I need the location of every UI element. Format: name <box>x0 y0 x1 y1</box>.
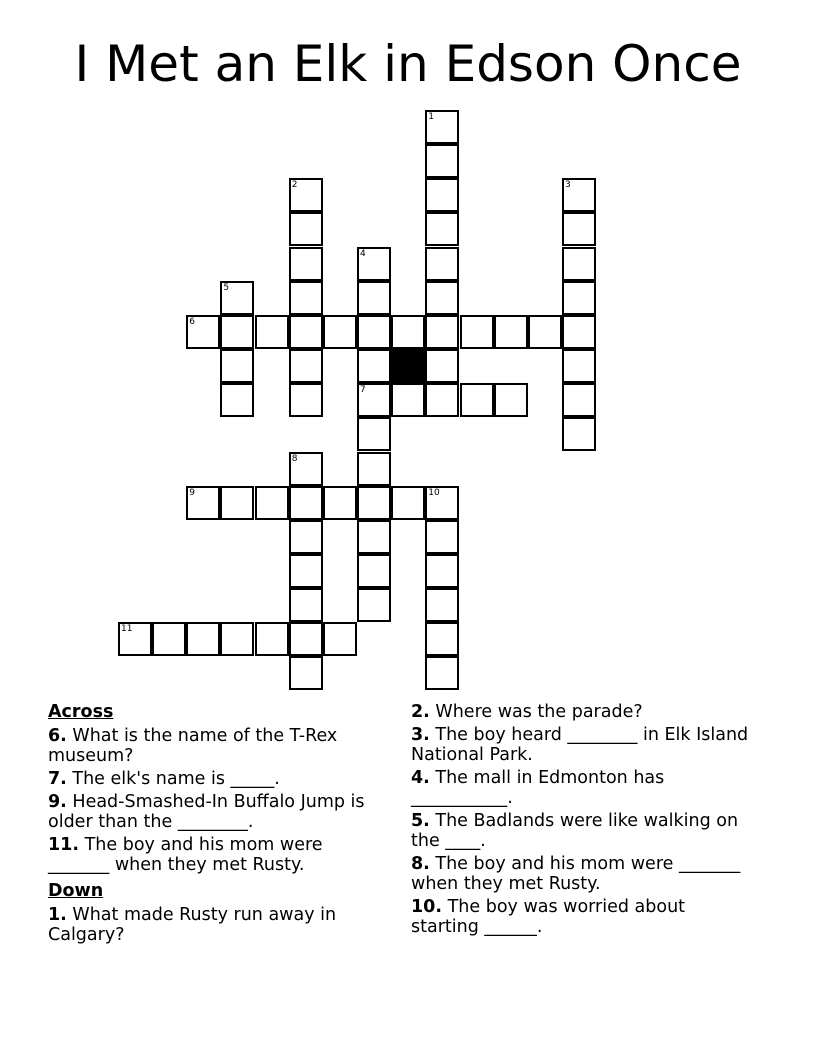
grid-cell[interactable] <box>391 383 425 417</box>
grid-cell[interactable] <box>289 622 323 656</box>
clue-number-11: 11 <box>121 624 133 635</box>
clue-down-3: 3. The boy heard ________ in Elk Island National Park. <box>411 725 749 765</box>
grid-cell[interactable] <box>220 349 254 383</box>
puzzle-title: I Met an Elk in Edson Once <box>74 35 742 93</box>
grid-cell[interactable] <box>289 281 323 315</box>
grid-cell[interactable] <box>220 315 254 349</box>
grid-cell[interactable] <box>357 520 391 554</box>
grid-cell[interactable] <box>220 383 254 417</box>
clue-number-7: 7 <box>360 385 366 396</box>
grid-cell[interactable] <box>425 281 459 315</box>
grid-cell[interactable] <box>425 144 459 178</box>
grid-cell[interactable] <box>391 486 425 520</box>
clue-across-7: 7. The elk's name is _____. <box>48 769 280 789</box>
clue-across-6: 6. What is the name of the T-Rex museum? <box>48 726 338 766</box>
grid-cell[interactable] <box>357 588 391 622</box>
grid-cell[interactable] <box>460 315 494 349</box>
clue-down-2: 2. Where was the parade? <box>411 702 643 722</box>
grid-cell[interactable] <box>289 247 323 281</box>
grid-cell[interactable] <box>425 247 459 281</box>
grid-cell[interactable] <box>323 315 357 349</box>
grid-cell[interactable] <box>357 452 391 486</box>
clue-number-5: 5 <box>223 282 230 293</box>
clue-number-4: 4 <box>360 248 366 259</box>
clue-down-4: 4. The mall in Edmonton has ___________. <box>411 768 665 808</box>
grid-cell[interactable] <box>255 622 289 656</box>
clue-down-1: 1. What made Rusty run away in Calgary? <box>48 905 337 945</box>
grid-cell[interactable] <box>152 622 186 656</box>
grid-cell[interactable] <box>460 383 494 417</box>
grid-cell[interactable] <box>562 417 596 451</box>
grid-cell[interactable] <box>425 349 459 383</box>
clue-down-10: 10. The boy was worried about starting ______. <box>411 897 686 937</box>
grid-cell[interactable] <box>562 383 596 417</box>
grid-cell[interactable] <box>425 656 459 690</box>
grid-cell[interactable] <box>425 212 459 246</box>
black-cell <box>391 349 425 383</box>
across-heading: Across <box>48 702 114 722</box>
grid-cell[interactable] <box>323 622 357 656</box>
grid-cell[interactable] <box>562 247 596 281</box>
grid-cell[interactable] <box>289 656 323 690</box>
grid-cell[interactable] <box>425 520 459 554</box>
grid-cell[interactable] <box>425 588 459 622</box>
clue-number-3: 3 <box>565 180 571 191</box>
clue-number-2: 2 <box>291 180 298 191</box>
grid-cell[interactable] <box>186 622 220 656</box>
clue-number-8: 8 <box>291 453 298 464</box>
grid-cell[interactable] <box>562 212 596 246</box>
grid-cell[interactable] <box>357 486 391 520</box>
grid-cell[interactable] <box>425 554 459 588</box>
grid-cell[interactable] <box>391 315 425 349</box>
grid-cell[interactable] <box>289 212 323 246</box>
grid-cell[interactable] <box>425 178 459 212</box>
clues-right-column <box>411 702 756 940</box>
grid-cell[interactable] <box>289 554 323 588</box>
grid-cell[interactable] <box>289 315 323 349</box>
grid-cell[interactable] <box>220 486 254 520</box>
clue-number-9: 9 <box>189 487 196 498</box>
grid-cell[interactable] <box>289 520 323 554</box>
grid-cell[interactable] <box>323 486 357 520</box>
grid-cell[interactable] <box>528 315 562 349</box>
clues-left-column <box>48 702 388 948</box>
clue-number-10: 10 <box>428 487 440 498</box>
grid-cell[interactable] <box>562 349 596 383</box>
clue-number-6: 6 <box>189 316 196 327</box>
grid-cell[interactable] <box>289 588 323 622</box>
grid-cell[interactable] <box>289 486 323 520</box>
clue-down-5: 5. The Badlands were like walking on the ____. <box>411 811 739 851</box>
grid-cell[interactable] <box>220 622 254 656</box>
grid-cell[interactable] <box>357 554 391 588</box>
grid-cell[interactable] <box>357 281 391 315</box>
grid-cell[interactable] <box>425 315 459 349</box>
grid-cell[interactable] <box>289 383 323 417</box>
grid-cell[interactable] <box>255 315 289 349</box>
grid-cell[interactable] <box>255 486 289 520</box>
grid-cell[interactable] <box>357 417 391 451</box>
clue-across-11: 11. The boy and his mom were _______ when they met Rusty. <box>48 835 323 875</box>
clue-across-9: 9. Head-Smashed-In Buffalo Jump is older than the ________. <box>48 792 365 832</box>
grid-cell[interactable] <box>357 349 391 383</box>
grid-cell[interactable] <box>562 281 596 315</box>
clue-down-8: 8. The boy and his mom were _______ when they met Rusty. <box>411 854 741 894</box>
grid-cell[interactable] <box>494 383 528 417</box>
grid-cell[interactable] <box>494 315 528 349</box>
down-heading: Down <box>48 881 104 901</box>
grid-cell[interactable] <box>425 383 459 417</box>
grid-cell[interactable] <box>562 315 596 349</box>
clue-number-1: 1 <box>428 112 435 122</box>
grid-cell[interactable] <box>357 315 391 349</box>
grid-cell[interactable] <box>425 622 459 656</box>
grid-cell[interactable] <box>289 349 323 383</box>
